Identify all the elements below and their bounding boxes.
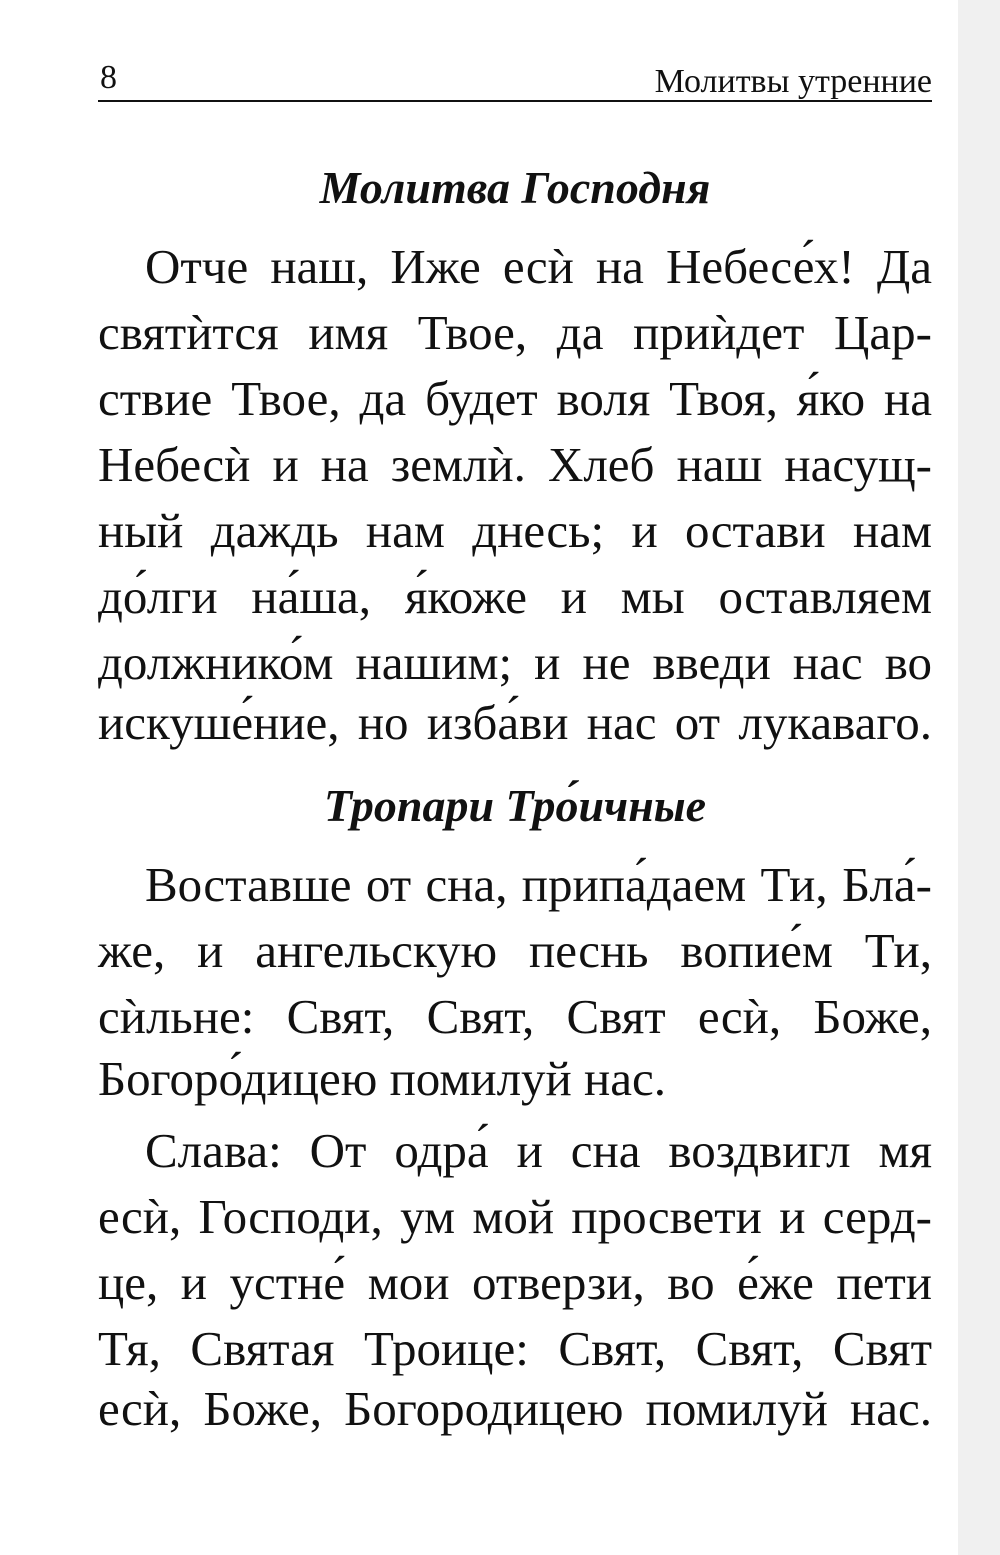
page-edge-margin [958,0,1000,1555]
running-section-title: Молитвы утренние [654,63,932,100]
text-line: есѝ, Господи, ум мой просвети и серд- [98,1189,932,1244]
text-line: Отче наш, Иже есѝ на Небесе́х! Да [145,239,932,294]
text-line: ствие Твое, да будет воля Твоя, я́ко на [98,371,932,426]
text-line: святѝтся имя Твое, да приѝдет Цар- [98,305,932,360]
text-line: Слава: От одра́ и сна воздвигл мя [145,1123,932,1178]
text-line: искуше́ние, но изба́ви нас от лукаваго. [98,695,932,750]
prayer-title-lords-prayer: Молитва Господня [319,162,711,213]
running-header [98,56,932,102]
text-line: ный даждь нам днесь; и остави нам [98,503,932,558]
text-line: же, и ангельскую песнь вопие́м Ти, [98,923,932,978]
page-number: 8 [100,59,117,96]
text-line: це, и устне́ мои отверзи, во е́же пети [98,1255,932,1310]
text-line: Тя, Святая Троице: Свят, Свят, Свят [98,1321,932,1376]
prayer-title-troparia: Тропари Тро́ичные [323,780,707,831]
text-line: должнико́м нашим; и не введи нас во [98,635,932,690]
text-line: есѝ, Боже, Богородицею помилуй нас. [98,1381,932,1436]
text-line: Воставше от сна, припа́даем Ти, Бла́- [145,857,932,912]
text-line: Богоро́дицею помилуй нас. [98,1051,666,1106]
text-line: сѝльне: Свят, Свят, Свят есѝ, Боже, [98,989,932,1044]
text-line: до́лги на́ша, я́коже и мы оставляем [98,569,932,624]
text-line: Небесѝ и на землѝ. Хлеб наш насущ- [98,437,932,492]
